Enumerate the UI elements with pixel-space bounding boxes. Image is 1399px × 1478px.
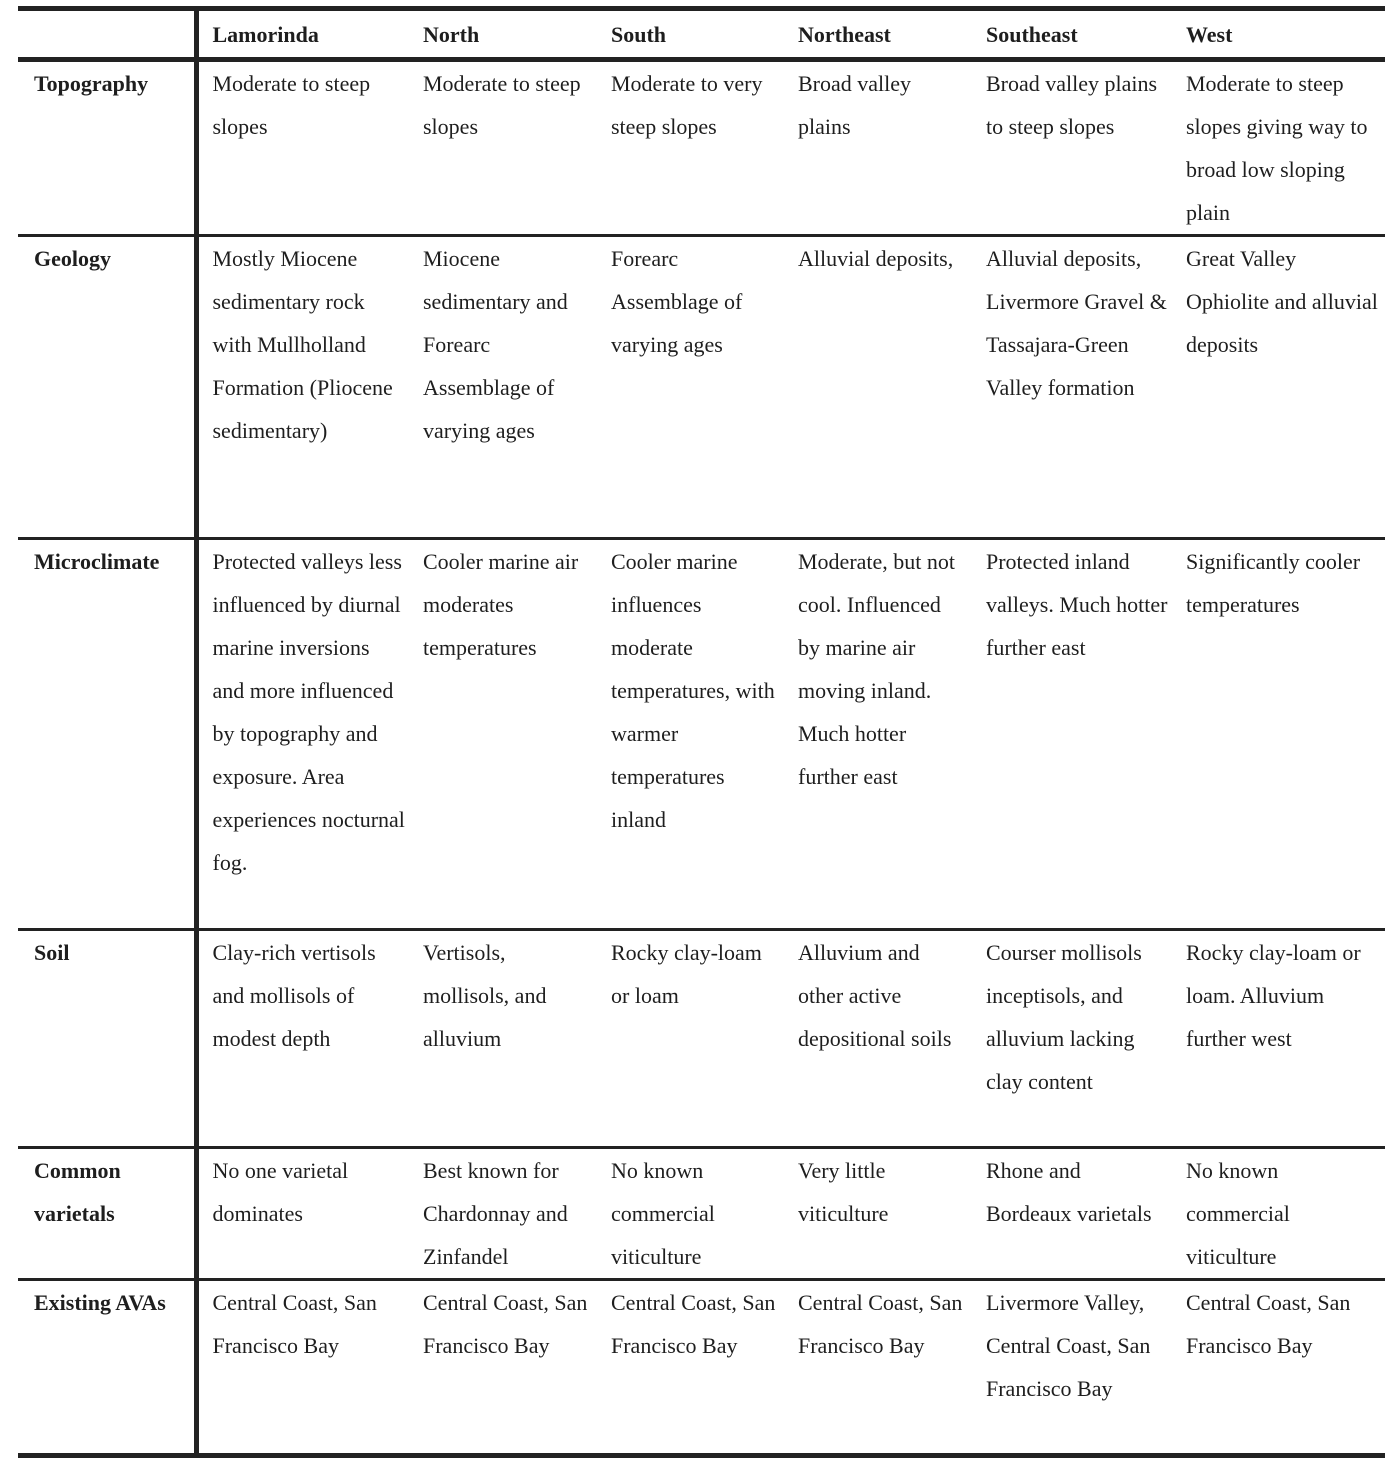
- row-label: Existing AVAs: [18, 1280, 196, 1456]
- table-cell: Clay-rich vertisols and mollisols of modest depth: [196, 930, 409, 1148]
- table-cell: Central Coast, San Francisco Bay: [196, 1280, 409, 1456]
- table-row-microclimate: [18, 539, 1385, 930]
- table-cell: Protected valleys less influenced by diurnal marine inversions and more influenced by topography and exposure. Area experiences nocturnal fog.: [196, 539, 409, 930]
- table-row-existing-avas: [18, 1280, 1385, 1456]
- table-row-soil: [18, 930, 1385, 1148]
- table-cell: Livermore Valley, Central Coast, San Francisco Bay: [972, 1280, 1172, 1456]
- header-row: [18, 9, 1385, 60]
- table-cell: Moderate to steep slopes giving way to broad low sloping plain: [1172, 60, 1385, 236]
- table-cell: Alluvial deposits,: [784, 236, 972, 539]
- table-cell: Moderate to very steep slopes: [597, 60, 784, 236]
- row-label: Geology: [18, 236, 196, 539]
- table-cell: Central Coast, San Francisco Bay: [409, 1280, 597, 1456]
- table-cell: Best known for Chardonnay and Zinfandel: [409, 1148, 597, 1280]
- table-cell: Rhone and Bordeaux varietals: [972, 1148, 1172, 1280]
- table-cell: Protected inland valleys. Much hotter further east: [972, 539, 1172, 930]
- table-cell: Miocene sedimentary and Forearc Assemblage of varying ages: [409, 236, 597, 539]
- table-cell: Forearc Assemblage of varying ages: [597, 236, 784, 539]
- table-cell: Cooler marine air moderates temperatures: [409, 539, 597, 930]
- table-cell: Alluvial deposits, Livermore Gravel & Tassajara-Green Valley formation: [972, 236, 1172, 539]
- column-header-southeast: Southeast: [972, 9, 1172, 60]
- table-cell: Rocky clay-loam or loam: [597, 930, 784, 1148]
- table-cell: Broad valley plains: [784, 60, 972, 236]
- column-header-west: West: [1172, 9, 1385, 60]
- table-cell: Rocky clay-loam or loam. Alluvium further west: [1172, 930, 1385, 1148]
- table-cell: Central Coast, San Francisco Bay: [1172, 1280, 1385, 1456]
- table-cell: Very little viticulture: [784, 1148, 972, 1280]
- table-cell: Courser mollisols inceptisols, and alluvium lacking clay content: [972, 930, 1172, 1148]
- table-cell: Central Coast, San Francisco Bay: [597, 1280, 784, 1456]
- table-cell: Mostly Miocene sedimentary rock with Mullholland Formation (Pliocene sedimentary): [196, 236, 409, 539]
- corner-cell: [18, 9, 196, 60]
- row-label: Soil: [18, 930, 196, 1148]
- table-cell: Significantly cooler temperatures: [1172, 539, 1385, 930]
- table-cell: No known commercial viticulture: [1172, 1148, 1385, 1280]
- table-cell: Great Valley Ophiolite and alluvial deposits: [1172, 236, 1385, 539]
- table-cell: Vertisols, mollisols, and alluvium: [409, 930, 597, 1148]
- table-cell: Cooler marine influences moderate temperatures, with warmer temperatures inland: [597, 539, 784, 930]
- table-cell: Moderate to steep slopes: [409, 60, 597, 236]
- ava-comparison-table: [18, 6, 1385, 1458]
- table-cell: Alluvium and other active depositional soils: [784, 930, 972, 1148]
- table-cell: No one varietal dominates: [196, 1148, 409, 1280]
- table-cell: Broad valley plains to steep slopes: [972, 60, 1172, 236]
- table-cell: Moderate to steep slopes: [196, 60, 409, 236]
- column-header-south: South: [597, 9, 784, 60]
- table-row-geology: [18, 236, 1385, 539]
- column-header-north: North: [409, 9, 597, 60]
- table-cell: Central Coast, San Francisco Bay: [784, 1280, 972, 1456]
- table-row-common-varietals: [18, 1148, 1385, 1280]
- row-label: Topography: [18, 60, 196, 236]
- column-header-northeast: Northeast: [784, 9, 972, 60]
- column-header-lamorinda: Lamorinda: [196, 9, 409, 60]
- row-label: Microclimate: [18, 539, 196, 930]
- row-label: Common varietals: [18, 1148, 196, 1280]
- table-row-topography: [18, 60, 1385, 236]
- table-cell: Moderate, but not cool. Influenced by marine air moving inland. Much hotter further east: [784, 539, 972, 930]
- table-cell: No known commercial viticulture: [597, 1148, 784, 1280]
